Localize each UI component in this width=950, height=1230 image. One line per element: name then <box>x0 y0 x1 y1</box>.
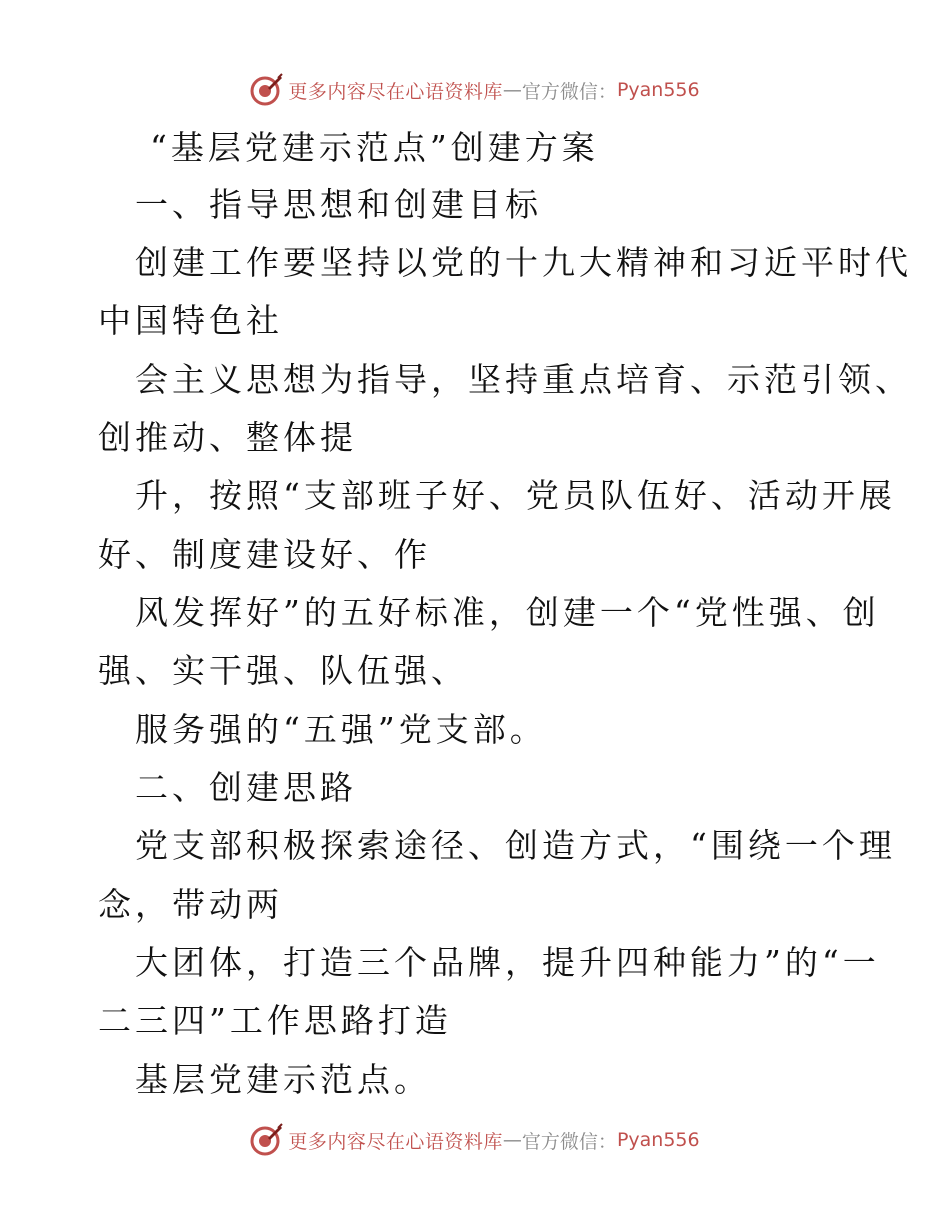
watermark-contact-label: 官方微信： <box>521 80 617 103</box>
watermark-separator: — <box>502 1129 522 1151</box>
paragraph-line: 创推动、整体提 <box>98 418 357 457</box>
paragraph-line: 念，带动两 <box>98 885 283 924</box>
paragraph-line: 创建工作要坚持以党的十九大精神和习近平时代 <box>135 243 912 282</box>
watermark-separator: — <box>502 79 522 101</box>
watermark-brand-text: 更多内容尽在心语资料库 <box>288 1130 503 1153</box>
paragraph-line: 党支部积极探索途径、创造方式，“围绕一个理 <box>135 826 896 865</box>
paragraph-line: 二三四”工作思路打造 <box>98 1001 452 1040</box>
section-heading-1: 一、指导思想和创建目标 <box>135 185 542 224</box>
paragraph-line: 升，按照“支部班子好、党员队伍好、活动开展 <box>135 476 896 515</box>
paragraph-line: 好、制度建设好、作 <box>98 535 431 574</box>
section-heading-2: 二、创建思路 <box>135 768 357 807</box>
pen-nib-seal-icon <box>250 1123 284 1157</box>
paragraph-line: 基层党建示范点。 <box>135 1060 431 1099</box>
watermark-contact-id: Pyan556 <box>616 1129 700 1151</box>
paragraph-line: 服务强的“五强”党支部。 <box>135 710 547 749</box>
watermark-contact-label: 官方微信： <box>521 1130 617 1153</box>
paragraph-line: 强、实干强、队伍强、 <box>98 651 468 690</box>
header-watermark <box>0 70 950 110</box>
paragraph-line: 大团体，打造三个品牌，提升四种能力”的“一 <box>135 943 880 982</box>
document-title: “基层党建示范点”创建方案 <box>150 128 599 167</box>
watermark-contact-id: Pyan556 <box>616 79 700 101</box>
paragraph-line: 中国特色社 <box>98 301 283 340</box>
pen-nib-seal-icon <box>250 73 284 107</box>
paragraph-line: 风发挥好”的五好标准，创建一个“党性强、创 <box>135 593 880 632</box>
footer-watermark <box>0 1120 950 1160</box>
paragraph-line: 会主义思想为指导，坚持重点培育、示范引领、 <box>135 360 912 399</box>
watermark-brand-text: 更多内容尽在心语资料库 <box>288 80 503 103</box>
